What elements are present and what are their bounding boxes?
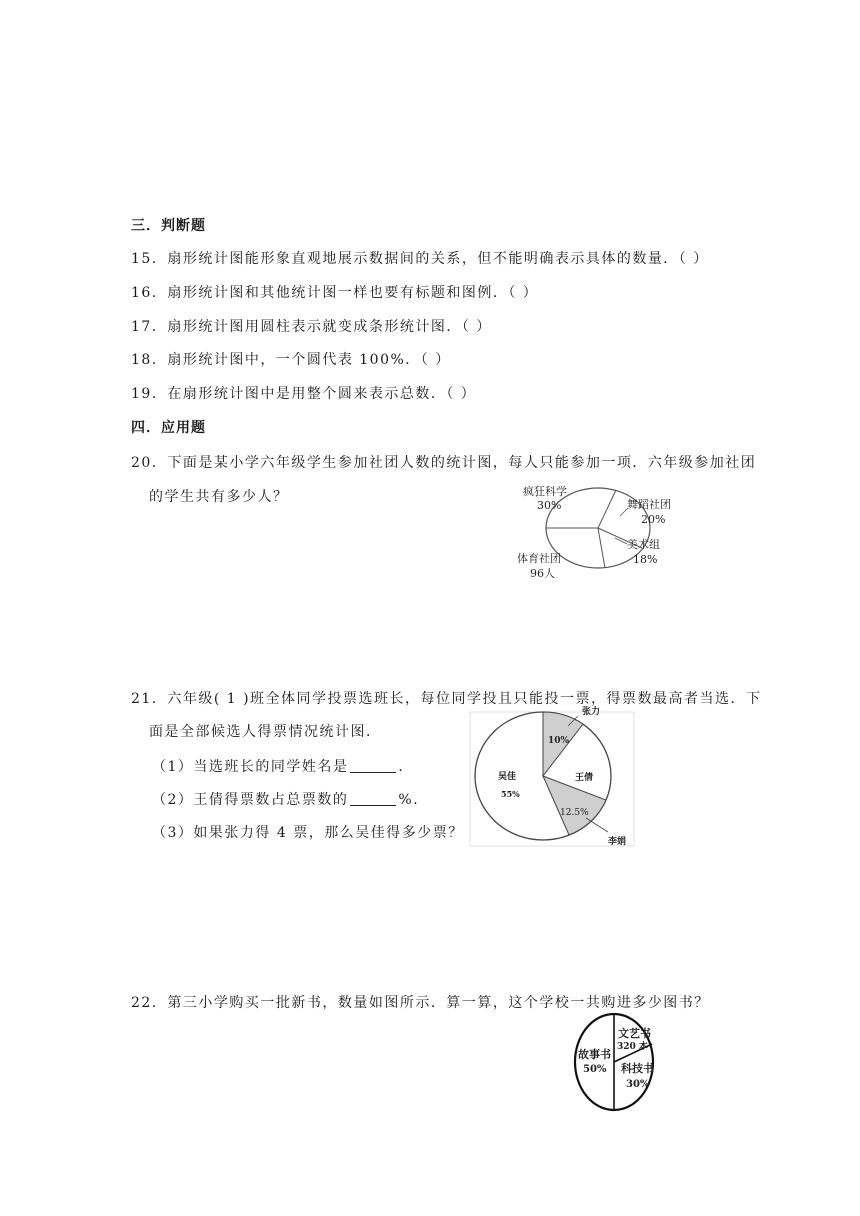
question-21-line2: 面是全部候选人得票情况统计图． (149, 724, 382, 740)
question-21-sub2 (152, 789, 429, 809)
question-16: 16．扇形统计图和其他统计图一样也要有标题和图例．（ ） (131, 285, 539, 301)
chart-value: 96人 (530, 567, 555, 580)
sub2-end: %． (398, 792, 429, 808)
question-21-sub1 (152, 756, 414, 776)
chart-value: 55% (501, 789, 520, 799)
question-21-line1: 21．六年级( 1 )班全体同学投票选班长，每位同学投且只能投一票，得票数最高者当选．下 (131, 691, 762, 707)
club-pie-chart (505, 478, 685, 588)
question-22-line1: 22．第三小学购买一批新书，数量如图所示．算一算，这个学校一共购进多少图书？ (131, 995, 710, 1011)
chart-value: 10% (548, 736, 570, 746)
book-pie-chart (570, 1012, 660, 1116)
chart-value: 12.5% (560, 808, 589, 818)
chart-value: 30% (537, 499, 562, 512)
question-19: 19．在扇形统计图中是用整个圆来表示总数．（ ） (131, 386, 477, 402)
slice-divider (598, 528, 605, 568)
chart-label: 吴佳 (498, 772, 517, 782)
answer-blank[interactable] (350, 758, 396, 773)
chart-value: 30% (626, 1079, 650, 1090)
leader-line (586, 818, 608, 832)
chart-value: 18% (633, 553, 658, 566)
question-20-line2: 的学生共有多少人？ (149, 489, 289, 505)
vote-pie-chart (468, 700, 638, 850)
question-18: 18．扇形统计图中，一个圆代表 100%．（ ） (131, 352, 451, 368)
chart-value: 50% (583, 1064, 607, 1075)
sub1-end: ． (398, 759, 414, 775)
chart-label: 文艺书 (618, 1027, 651, 1040)
chart-label: 体育社团 (517, 552, 561, 565)
chart-label: 王倩 (575, 773, 594, 783)
chart-label: 科技书 (621, 1062, 654, 1075)
question-17: 17．扇形统计图用圆柱表示就变成条形统计图．（ ） (131, 319, 492, 335)
chart-value: 20% (641, 513, 666, 526)
sub2-text: （2）王倩得票数占总票数的 (152, 792, 349, 808)
chart-label: 疯狂科学 (523, 485, 567, 498)
chart-label: 美术组 (627, 538, 660, 551)
chart-value: 320 本 (617, 1042, 648, 1052)
answer-blank[interactable] (350, 791, 396, 806)
chart-label: 舞蹈社团 (627, 498, 671, 511)
slice-divider (598, 490, 616, 528)
sub1-text: （1）当选班长的同学姓名是 (152, 759, 349, 775)
chart-label: 张力 (582, 707, 601, 717)
question-20-line1: 20．下面是某小学六年级学生参加社团人数的统计图，每人只能参加一项．六年级参加社团 (131, 455, 757, 471)
section-4-heading: 四．应用题 (131, 420, 206, 436)
section-3-heading: 三．判断题 (131, 218, 206, 234)
question-15: 15．扇形统计图能形象直观地展示数据间的关系，但不能明确表示具体的数量．（ ） (131, 251, 709, 267)
chart-label: 故事书 (578, 1048, 611, 1061)
question-21-sub3: （3）如果张力得 4 票，那么吴佳得多少票？ (152, 825, 464, 841)
chart-label: 李娟 (608, 837, 627, 847)
